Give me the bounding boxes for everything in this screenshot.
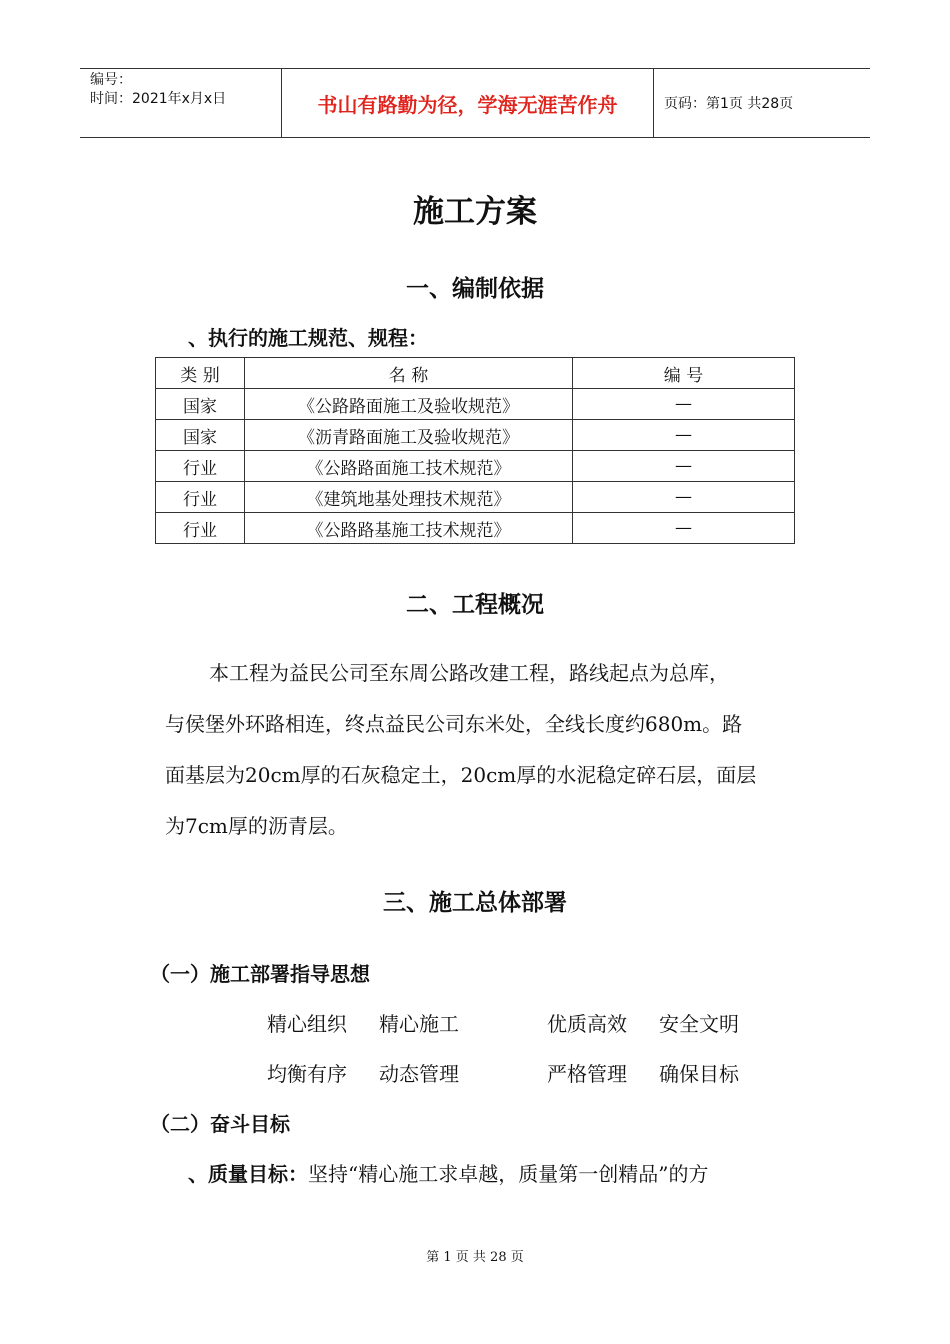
principle-item: 精心施工 bbox=[379, 1012, 459, 1036]
section2-paragraph bbox=[165, 648, 815, 852]
principle-item: 严格管理 bbox=[547, 1062, 627, 1086]
section3-sub2: （二）奋斗目标 bbox=[150, 1112, 290, 1136]
quality-goal-label: 、质量目标： bbox=[188, 1162, 308, 1186]
paragraph-line: 为7cm厚的沥青层。 bbox=[165, 814, 348, 838]
table-row bbox=[156, 451, 795, 482]
paragraph-line-text: 本工程为益民公司至东周公路改建工程，路线起点为总库， bbox=[209, 661, 729, 685]
table-row bbox=[156, 513, 795, 544]
page-header bbox=[80, 68, 870, 138]
table-cell: — bbox=[573, 513, 795, 544]
principle-item: 动态管理 bbox=[379, 1062, 459, 1086]
table-cell: — bbox=[573, 389, 795, 420]
page-footer: 第 1 页 共 28 页 bbox=[426, 1250, 524, 1265]
section3-heading: 三、施工总体部署 bbox=[383, 890, 567, 916]
principle-item: 均衡有序 bbox=[267, 1062, 347, 1086]
table-header-cell: 编 号 bbox=[573, 358, 795, 389]
header-meta bbox=[80, 69, 281, 137]
header-page-label: 页码：第1页 共28页 bbox=[664, 96, 794, 112]
principle-item: 确保目标 bbox=[659, 1062, 739, 1086]
table-cell: 《公路路面施工技术规范》 bbox=[245, 451, 573, 482]
table-cell: 《沥青路面施工及验收规范》 bbox=[245, 420, 573, 451]
table-header-cell: 类 别 bbox=[156, 358, 245, 389]
table-cell: 《公路路面施工及验收规范》 bbox=[245, 389, 573, 420]
section1-heading: 一、编制依据 bbox=[406, 276, 544, 302]
header-motto: 书山有路勤为径，学海无涯苦作舟 bbox=[281, 69, 654, 137]
table-cell: — bbox=[573, 451, 795, 482]
principle-item: 优质高效 bbox=[547, 1012, 627, 1036]
table-cell: 行业 bbox=[156, 451, 245, 482]
number-label: 编号： bbox=[90, 72, 132, 88]
paragraph-line: 面基层为20cm厚的石灰稳定土，20cm厚的水泥稳定碎石层，面层 bbox=[165, 763, 757, 787]
table-cell: 国家 bbox=[156, 420, 245, 451]
quality-goal-text: 坚持“精心施工求卓越，质量第一创精品”的方 bbox=[308, 1162, 709, 1186]
table-cell: 行业 bbox=[156, 482, 245, 513]
paragraph-line: 与侯堡外环路相连，终点益民公司东米处，全线长度约680m。路 bbox=[165, 712, 743, 736]
quality-goal-line bbox=[188, 1158, 708, 1187]
section1-subheading: 、执行的施工规范、规程： bbox=[188, 326, 428, 350]
table-header-cell: 名 称 bbox=[245, 358, 573, 389]
table-cell: 《公路路基施工技术规范》 bbox=[245, 513, 573, 544]
table-row bbox=[156, 389, 795, 420]
table-header-row bbox=[156, 358, 795, 389]
document-title: 施工方案 bbox=[413, 194, 537, 230]
table-cell: 行业 bbox=[156, 513, 245, 544]
table-row bbox=[156, 420, 795, 451]
table-cell: 《建筑地基处理技术规范》 bbox=[245, 482, 573, 513]
time-label: 时间：2021年x月x日 bbox=[90, 91, 227, 107]
table-row bbox=[156, 482, 795, 513]
principle-item: 精心组织 bbox=[267, 1012, 347, 1036]
section3-sub1: （一）施工部署指导思想 bbox=[150, 962, 370, 986]
section2-heading: 二、工程概况 bbox=[406, 592, 544, 618]
paragraph-line bbox=[165, 648, 815, 699]
table-cell: — bbox=[573, 482, 795, 513]
spec-table bbox=[155, 357, 795, 544]
table-cell: 国家 bbox=[156, 389, 245, 420]
table-cell: — bbox=[573, 420, 795, 451]
principle-item: 安全文明 bbox=[659, 1012, 739, 1036]
